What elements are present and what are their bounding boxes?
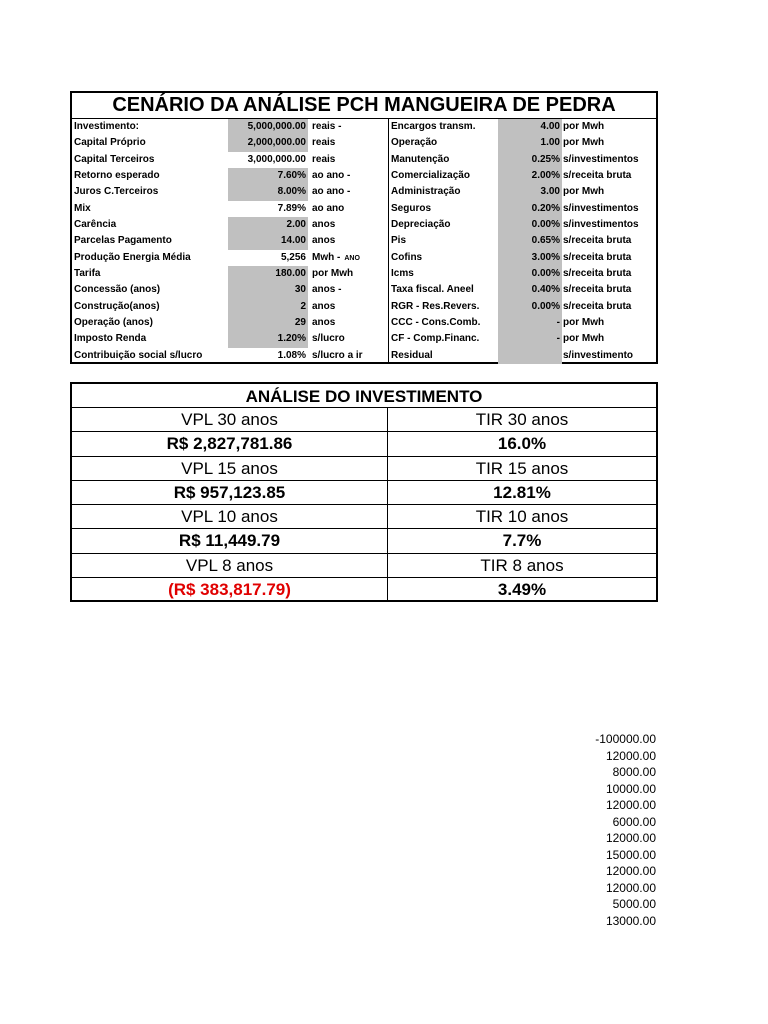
cost-label: Manutenção <box>391 153 450 165</box>
tir-label: TIR 8 anos <box>480 555 564 575</box>
cash-flow-value: 13000.00 <box>605 913 656 928</box>
cash-flow-value: 8000.00 <box>612 765 656 779</box>
parameter-row <box>72 184 656 200</box>
tir-value: 3.49% <box>497 579 547 599</box>
parameter-label: Tarifa <box>74 267 101 279</box>
parameter-unit <box>312 184 388 200</box>
parameter-unit-text: s/lucro a ir <box>312 349 363 361</box>
cost-value: 0.25% <box>498 152 562 168</box>
cost-value: 0.00% <box>498 217 562 233</box>
parameter-unit-text: reais <box>312 137 336 149</box>
cash-flow-list <box>560 731 656 929</box>
parameter-label: Investimento: <box>74 121 140 132</box>
scenario-title: CENÁRIO DA ANÁLISE PCH MANGUEIRA DE PEDRA <box>72 93 656 119</box>
parameter-row <box>72 266 656 282</box>
parameter-label: Construção(anos) <box>74 300 160 312</box>
cost-label: Pis <box>391 235 407 247</box>
cash-flow-value: 5000.00 <box>612 897 656 911</box>
parameter-unit <box>312 201 388 217</box>
parameter-unit-text: ao ano - <box>312 169 351 181</box>
parameter-value: 3,000,000.00 <box>247 153 306 165</box>
parameter-value: 14.00 <box>228 233 308 249</box>
parameter-label: Capital Próprio <box>74 137 146 149</box>
parameter-unit <box>312 266 388 282</box>
parameter-unit-text: s/lucro <box>312 333 345 345</box>
analysis-label-row <box>72 554 656 578</box>
cost-label: Taxa fiscal. Aneel <box>391 284 474 296</box>
cash-flow-value: -100000.00 <box>595 732 656 746</box>
cost-unit: s/receita bruta <box>563 267 632 279</box>
cost-label: CF - Comp.Financ. <box>391 333 480 345</box>
parameter-value: 180.00 <box>228 266 308 282</box>
cost-unit: s/receita bruta <box>563 169 632 181</box>
analysis-value-row <box>72 481 656 505</box>
cash-flow-value: 15000.00 <box>605 847 656 862</box>
cost-unit: por Mwh <box>563 121 605 132</box>
parameter-unit-text: anos <box>312 300 336 312</box>
vpl-value: R$ 957,123.85 <box>72 481 388 504</box>
analysis-label-row <box>72 408 656 432</box>
parameter-label: Carência <box>74 218 117 230</box>
parameter-unit <box>312 119 388 135</box>
parameter-value: 7.60% <box>228 168 308 184</box>
parameter-value: 5,000,000.00 <box>228 119 308 135</box>
parameter-value: 2.00 <box>228 217 308 233</box>
tir-label: TIR 30 anos <box>475 410 569 429</box>
parameter-row <box>72 201 656 217</box>
cost-value: 0.00% <box>498 266 562 282</box>
parameter-unit <box>312 250 388 266</box>
vpl-value: R$ 2,827,781.86 <box>72 432 388 455</box>
parameter-unit <box>312 299 388 315</box>
parameter-row <box>72 250 656 266</box>
cost-label: Comercialização <box>391 169 470 181</box>
parameter-label: Imposto Renda <box>74 333 147 345</box>
parameters-body <box>72 119 656 364</box>
parameter-label: Produção Energia Média <box>74 251 191 263</box>
cost-value: 4.00 <box>498 119 562 135</box>
parameter-value: 1.20% <box>228 331 308 347</box>
parameter-row <box>72 331 656 347</box>
cost-value: - <box>498 331 562 347</box>
parameter-unit <box>312 217 388 233</box>
cost-label: Operação <box>391 137 438 149</box>
cost-value: 3.00 <box>498 184 562 200</box>
parameter-row <box>72 135 656 151</box>
cost-label: CCC - Cons.Comb. <box>391 316 481 328</box>
parameter-unit-text: Mwh - <box>312 251 341 263</box>
cash-flow-value: 12000.00 <box>605 748 656 763</box>
parameter-value: 8.00% <box>228 184 308 200</box>
parameter-value: 5,256 <box>280 251 306 263</box>
vpl-label: VPL 10 anos <box>72 505 388 528</box>
parameter-value: 29 <box>228 315 308 331</box>
tir-value: 16.0% <box>497 434 547 454</box>
parameter-label: Mix <box>74 202 91 214</box>
vpl-value: R$ 11,449.79 <box>72 529 388 552</box>
parameter-value: 30 <box>228 282 308 298</box>
cost-value: 0.00% <box>498 299 562 315</box>
parameter-value: 2,000,000.00 <box>228 135 308 151</box>
parameter-unit-text: por Mwh <box>312 267 354 279</box>
parameter-unit-text: reais - <box>312 121 342 132</box>
parameter-value: 2 <box>228 299 308 315</box>
parameter-row <box>72 217 656 233</box>
parameter-unit-text: ao ano - <box>312 186 351 198</box>
parameter-label: Concessão (anos) <box>74 284 161 296</box>
parameter-unit-text: ao ano <box>312 202 345 214</box>
tir-value: 12.81% <box>493 482 551 502</box>
parameter-row <box>72 348 656 364</box>
parameter-value: 7.89% <box>277 202 306 214</box>
vpl-label: VPL 8 anos <box>72 554 388 577</box>
cash-flow-value: 10000.00 <box>605 781 656 796</box>
cost-label: Cofins <box>391 251 423 263</box>
vpl-label: VPL 15 anos <box>72 457 388 480</box>
cost-unit: por Mwh <box>563 186 605 198</box>
analysis-value-row <box>72 529 656 553</box>
cash-flow-value: 12000.00 <box>605 864 656 878</box>
cost-unit: por Mwh <box>563 316 605 328</box>
parameter-unit-text: anos <box>312 235 336 247</box>
cash-flow-value: 6000.00 <box>612 814 656 829</box>
parameter-row <box>72 119 656 135</box>
cost-unit: s/investimentos <box>563 153 639 165</box>
cost-value: - <box>498 315 562 331</box>
parameter-label: Operação (anos) <box>74 316 153 328</box>
parameter-unit-text: reais <box>312 153 336 165</box>
investment-analysis-table <box>70 382 658 602</box>
cost-unit: s/receita bruta <box>563 300 632 312</box>
cost-label: Seguros <box>391 202 432 214</box>
cost-unit: s/investimentos <box>563 202 639 214</box>
parameter-unit <box>312 168 388 184</box>
cost-value: 0.20% <box>498 201 562 217</box>
parameter-row <box>72 168 656 184</box>
scenario-parameters-table <box>70 91 658 364</box>
cost-unit: s/investimento <box>563 349 634 361</box>
cost-label: Icms <box>391 267 414 279</box>
analysis-value-row <box>72 578 656 602</box>
cost-value: 2.00% <box>498 168 562 184</box>
cost-unit: s/receita bruta <box>563 251 632 263</box>
cost-unit: por Mwh <box>563 333 605 345</box>
tir-label: TIR 15 anos <box>475 458 569 478</box>
cost-unit: s/receita bruta <box>563 235 632 247</box>
cost-value: 1.00 <box>498 135 562 151</box>
parameter-unit <box>312 331 388 347</box>
parameter-row <box>72 152 656 168</box>
cost-unit: por Mwh <box>563 137 605 149</box>
parameter-label: Juros C.Terceiros <box>74 186 159 198</box>
analysis-label-row <box>72 457 656 481</box>
parameter-row <box>72 315 656 331</box>
parameter-unit-text: anos <box>312 316 336 328</box>
cost-value: 0.65% <box>498 233 562 249</box>
cost-unit: s/investimentos <box>563 218 639 230</box>
analysis-title: ANÁLISE DO INVESTIMENTO <box>72 384 656 408</box>
cost-value: 3.00% <box>498 250 562 266</box>
parameter-unit <box>312 233 388 249</box>
cost-label: RGR - Res.Revers. <box>391 300 480 312</box>
cash-flow-value: 12000.00 <box>605 880 656 895</box>
parameter-label: Contribuição social s/lucro <box>74 349 203 361</box>
cost-label: Residual <box>391 349 433 361</box>
cash-flow-value: 12000.00 <box>605 798 656 812</box>
tir-value: 7.7% <box>502 531 542 551</box>
cost-label: Administração <box>391 186 461 198</box>
tir-label: TIR 10 anos <box>475 507 569 526</box>
vpl-value: (R$ 383,817.79) <box>72 578 388 602</box>
analysis-label-row <box>72 505 656 529</box>
parameter-label: Capital Terceiros <box>74 153 155 165</box>
cost-value <box>498 348 562 364</box>
cost-value: 0.40% <box>498 282 562 298</box>
cost-label: Depreciação <box>391 218 451 230</box>
parameter-row <box>72 233 656 249</box>
parameter-label: Parcelas Pagamento <box>74 235 172 247</box>
parameter-value: 1.08% <box>277 349 306 361</box>
parameter-label: Retorno esperado <box>74 169 160 181</box>
cost-label: Encargos transm. <box>391 121 476 132</box>
parameter-row <box>72 299 656 315</box>
parameter-unit-small: ANO <box>344 254 360 262</box>
parameter-row <box>72 282 656 298</box>
parameter-unit <box>312 282 388 298</box>
vpl-label: VPL 30 anos <box>72 408 388 431</box>
parameter-unit-text: anos <box>312 218 336 230</box>
analysis-value-row <box>72 432 656 456</box>
cash-flow-value: 12000.00 <box>605 831 656 845</box>
parameter-unit-text: anos - <box>312 284 342 296</box>
cost-unit: s/receita bruta <box>563 284 632 296</box>
parameter-unit <box>312 135 388 151</box>
parameter-unit <box>312 348 388 364</box>
parameter-unit <box>312 152 388 168</box>
parameter-unit <box>312 315 388 331</box>
